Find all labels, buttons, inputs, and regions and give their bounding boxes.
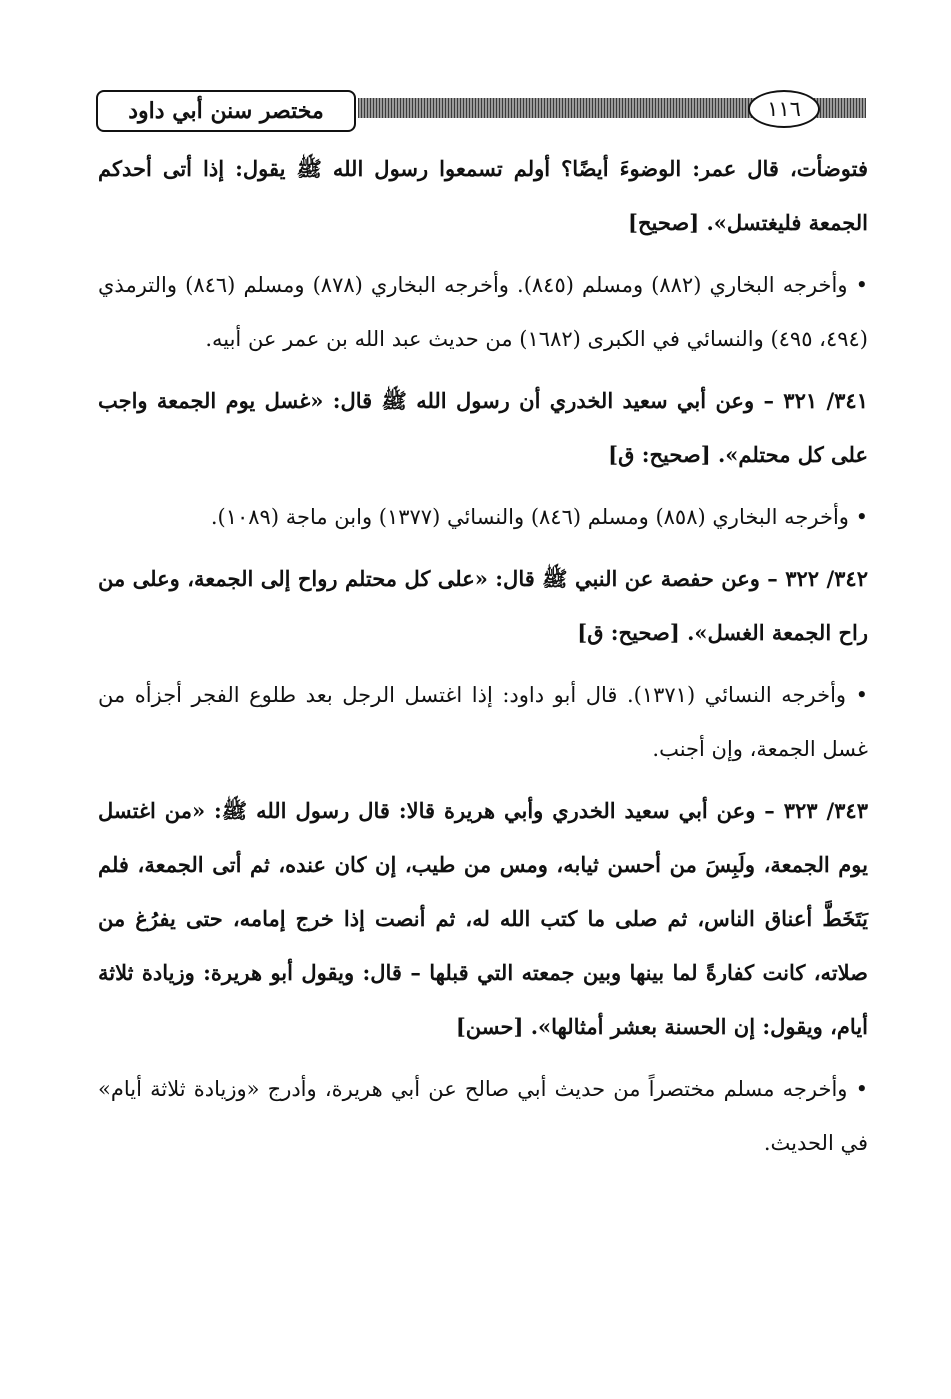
paragraph-hadith-341: ٣٤١/ ٣٢١ – وعن أبي سعيد الخدري أن رسول الله ﷺ قال: «غسل يوم الجمعة واجب على كل محتلم». [صحيح: ق] — [98, 388, 868, 467]
paragraph-hadith-343: ٣٤٣/ ٣٢٣ – وعن أبي سعيد الخدري وأبي هريرة قالا: قال رسول الله ﷺ: «من اغتسل يوم الجمعة، ولَبِسَ من أحسن ثيابه، ومس من طيب، إن كان عنده، ثم أتى الجمعة، فلم يَتَخَطَّ أعناق الناس، ثم صلى ما كتب الله له، ثم أنصت إذا خرج إمامه، حتى يفرُغ من صلاته، كانت كفارةً لما بينها وبين جمعته التي قبلها – قال: ويقول أبو هريرة: وزيادة ثلاثة أيام، ويقول: إن الحسنة بعشر أمثالها». [حسن] — [98, 798, 868, 1039]
paragraph-takhrij-note: • وأخرجه البخاري (٨٥٨) ومسلم (٨٤٦) والنسائي (١٣٧٧) وابن ماجة (١٠٨٩). — [210, 505, 868, 529]
paragraph-takhrij-note: • وأخرجه النسائي (١٣٧١). قال أبو داود: إذا اغتسل الرجل بعد طلوع الفجر أجزأه من غسل الجمعة، وإن أجنب. — [98, 683, 868, 761]
book-title: مختصر سنن أبي داود — [96, 90, 356, 132]
page-header — [96, 90, 866, 136]
page-number: ١١٦ — [748, 90, 820, 128]
paragraph-hadith-continuation: فتوضأت، قال عمر: الوضوءَ أيضًا؟ أولم تسمعوا رسول الله ﷺ يقول: إذا أتى أحدكم الجمعة فليغتسل». [صحيح] — [98, 156, 868, 235]
paragraph-takhrij-note: • وأخرجه مسلم مختصراً من حديث أبي صالح عن أبي هريرة، وأدرج «وزيادة ثلاثة أيام» في الحديث. — [98, 1077, 868, 1155]
paragraph-hadith-342: ٣٤٢/ ٣٢٢ – وعن حفصة عن النبي ﷺ قال: «على كل محتلم رواح إلى الجمعة، وعلى من راح الجمعة الغسل». [صحيح: ق] — [98, 566, 868, 645]
paragraph-takhrij-note: • وأخرجه البخاري (٨٨٢) ومسلم (٨٤٥). وأخرجه البخاري (٨٧٨) ومسلم (٨٤٦) والترمذي (٤٩٤، ٤٩٥) والنسائي في الكبرى (١٦٨٢) من حديث عبد الله بن عمر عن أبيه. — [98, 273, 868, 351]
page-body — [98, 142, 868, 1178]
